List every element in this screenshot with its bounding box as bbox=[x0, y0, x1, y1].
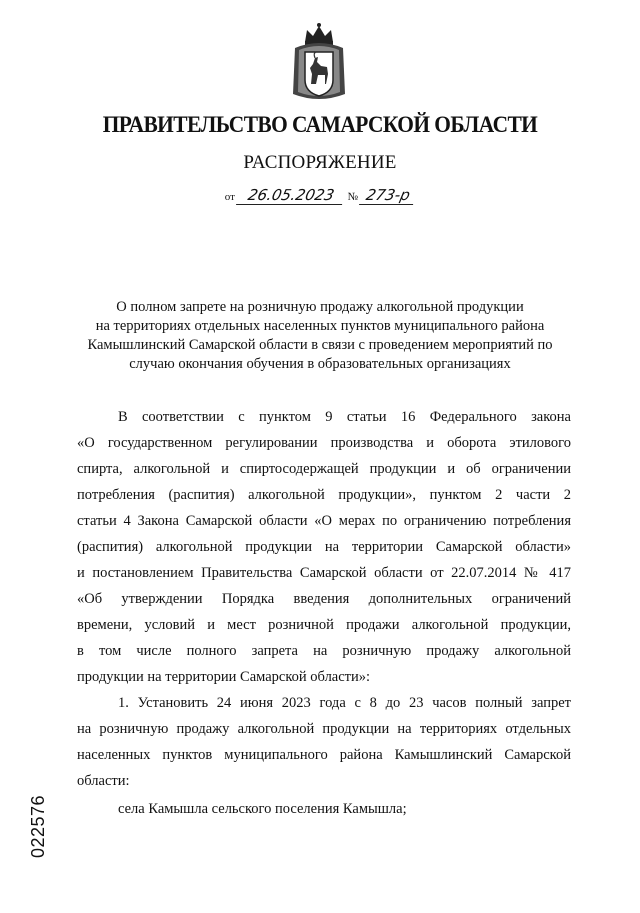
subject-line: случаю окончания обучения в образовательных организациях bbox=[129, 356, 511, 372]
body-line: «Об утверждении Порядка введения дополнительных ограничений bbox=[77, 591, 571, 607]
body-line: в том числе полного запрета на розничную продажу алкогольной bbox=[77, 643, 571, 659]
subject-line: Камышлинский Самарской области в связи с проведением мероприятий по bbox=[87, 337, 553, 353]
body-line: и постановлением Правительства Самарской области от 22.07.2014 № 417 bbox=[77, 565, 571, 581]
body-line: населенных пунктов муниципального района Камышлинский Самарской bbox=[77, 747, 571, 763]
body-line: области: bbox=[77, 773, 130, 789]
body-line: на розничную продажу алкогольной продукции на территориях отдельных bbox=[77, 721, 571, 737]
body-line: статьи 4 Закона Самарской области «О мерах по ограничению потребления bbox=[77, 513, 571, 529]
body-line: потребления (распития) алкогольной продукции», пунктом 2 части 2 bbox=[77, 487, 571, 503]
body-line: времени, условий и мест розничной продажи алкогольной продукции, bbox=[77, 617, 571, 633]
body-line: (распития) алкогольной продукции на территории Самарской области» bbox=[77, 539, 571, 555]
body-line: В соответствии с пунктом 9 статьи 16 Федерального закона bbox=[118, 409, 571, 425]
serial-number-stamp: 022576 bbox=[28, 794, 48, 858]
body-line: спирта, алкогольной и спиртосодержащей продукции и об ограничении bbox=[77, 461, 571, 477]
body-line: села Камышла сельского поселения Камышла; bbox=[118, 801, 407, 817]
organization-title: ПРАВИТЕЛЬСТВО САМАРСКОЙ ОБЛАСТИ bbox=[102, 112, 538, 137]
number-label: № bbox=[347, 191, 358, 203]
document-subject bbox=[60, 298, 580, 374]
handwritten-number: 273-р bbox=[359, 186, 417, 205]
body-line: «О государственном регулировании производства и оборота этилового bbox=[77, 435, 571, 451]
subject-line: О полном запрете на розничную продажу алкогольной продукции bbox=[116, 299, 524, 315]
date-number-line bbox=[0, 186, 640, 205]
date-label: от bbox=[224, 191, 235, 203]
samara-coat-of-arms-emblem bbox=[291, 22, 347, 104]
body-line: продукции на территории Самарской области»: bbox=[77, 669, 371, 685]
handwritten-date: 26.05.2023 bbox=[236, 186, 346, 205]
body-line: 1. Установить 24 июня 2023 года с 8 до 23 часов полный запрет bbox=[118, 695, 571, 711]
document-type-title: РАСПОРЯЖЕНИЕ bbox=[243, 152, 397, 173]
subject-line: на территориях отдельных населенных пунктов муниципального района bbox=[95, 318, 545, 334]
